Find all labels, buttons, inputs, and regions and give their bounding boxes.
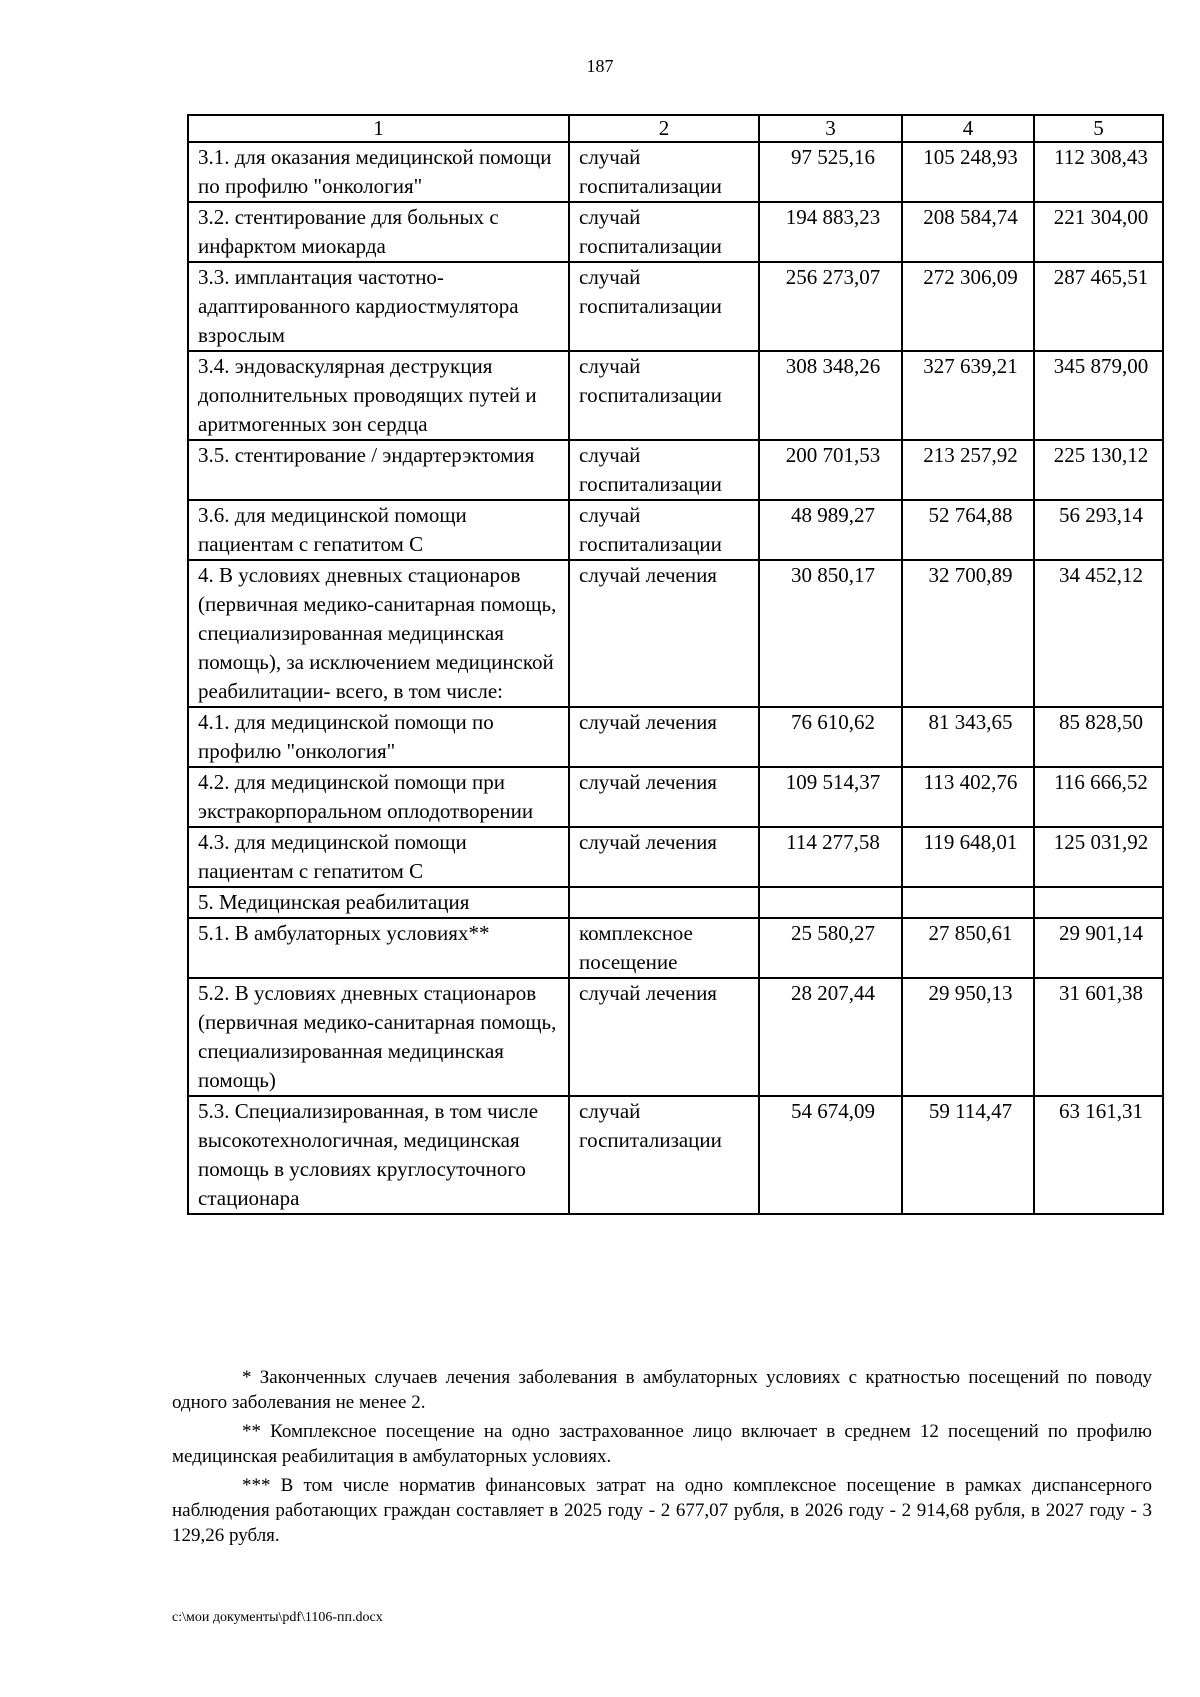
row-name-cell: 4. В условиях дневных стационаров (первичная медико-санитарная помощь, специализированная медицинская помощь), за исключением медицинской реабилитации- всего, в том числе: — [188, 560, 569, 707]
value-cell: 29 950,13 — [902, 978, 1034, 1096]
value-cell: 54 674,09 — [759, 1096, 902, 1214]
row-name-cell: 4.1. для медицинской помощи по профилю "онкология" — [188, 707, 569, 767]
row-name-cell: 5. Медицинская реабилитация — [188, 887, 569, 918]
footnote: *** В том числе норматив финансовых затрат на одно комплексное посещение в рамках диспансерного наблюдения работающих граждан составляет в 2025 году - 2 677,07 рубля, в 2026 году - 2 914,68 рубля, в 2027 году - 3 129,26 рубля. — [172, 1475, 1152, 1546]
value-cell — [902, 887, 1034, 918]
unit-cell: случай госпитализации — [569, 500, 759, 560]
row-name-cell: 3.3. имплантация частотно-адаптированного кардиостмулятора взрослым — [188, 262, 569, 351]
value-cell: 32 700,89 — [902, 560, 1034, 707]
value-cell: 28 207,44 — [759, 978, 902, 1096]
row-name-cell: 5.1. В амбулаторных условиях** — [188, 918, 569, 978]
unit-cell: случай госпитализации — [569, 351, 759, 440]
unit-cell: случай госпитализации — [569, 1096, 759, 1214]
table-row — [188, 560, 1163, 707]
value-cell: 225 130,12 — [1034, 440, 1163, 500]
unit-cell: случай лечения — [569, 560, 759, 707]
value-cell — [759, 887, 902, 918]
column-header: 1 — [188, 115, 569, 142]
table-row — [188, 918, 1163, 978]
value-cell: 76 610,62 — [759, 707, 902, 767]
value-cell: 221 304,00 — [1034, 202, 1163, 262]
footnote: * Законченных случаев лечения заболевания в амбулаторных условиях с кратностью посещений по поводу одного заболевания не менее 2. — [172, 1367, 1152, 1413]
document-file-path: c:\мои документы\pdf\1106-пп.docx — [172, 1610, 383, 1625]
value-cell: 85 828,50 — [1034, 707, 1163, 767]
row-name-cell: 3.4. эндоваскулярная деструкция дополнительных проводящих путей и аритмогенных зон сердца — [188, 351, 569, 440]
table-row — [188, 262, 1163, 351]
table-row — [188, 978, 1163, 1096]
table-row — [188, 202, 1163, 262]
column-header: 4 — [902, 115, 1034, 142]
value-cell: 113 402,76 — [902, 767, 1034, 827]
value-cell: 256 273,07 — [759, 262, 902, 351]
value-cell: 213 257,92 — [902, 440, 1034, 500]
value-cell: 25 580,27 — [759, 918, 902, 978]
unit-cell: случай госпитализации — [569, 440, 759, 500]
table-row — [188, 142, 1163, 202]
column-header: 2 — [569, 115, 759, 142]
table-row — [188, 767, 1163, 827]
row-name-cell: 4.2. для медицинской помощи при экстракорпоральном оплодотворении — [188, 767, 569, 827]
unit-cell: комплексное посещение — [569, 918, 759, 978]
cost-norms-table — [187, 114, 1164, 1215]
table-row — [188, 1096, 1163, 1214]
value-cell: 308 348,26 — [759, 351, 902, 440]
unit-cell: случай лечения — [569, 767, 759, 827]
unit-cell: случай госпитализации — [569, 262, 759, 351]
table-row — [188, 351, 1163, 440]
value-cell: 109 514,37 — [759, 767, 902, 827]
column-header: 3 — [759, 115, 902, 142]
unit-cell — [569, 887, 759, 918]
value-cell: 105 248,93 — [902, 142, 1034, 202]
column-number-row — [188, 115, 1163, 142]
value-cell — [1034, 887, 1163, 918]
value-cell: 97 525,16 — [759, 142, 902, 202]
row-name-cell: 5.3. Специализированная, в том числе высокотехнологичная, медицинская помощь в условиях круглосуточного стационара — [188, 1096, 569, 1214]
row-name-cell: 5.2. В условиях дневных стационаров (первичная медико-санитарная помощь, специализированная медицинская помощь) — [188, 978, 569, 1096]
value-cell: 56 293,14 — [1034, 500, 1163, 560]
value-cell: 116 666,52 — [1034, 767, 1163, 827]
row-name-cell: 4.3. для медицинской помощи пациентам с гепатитом С — [188, 827, 569, 887]
unit-cell: случай госпитализации — [569, 202, 759, 262]
value-cell: 81 343,65 — [902, 707, 1034, 767]
value-cell: 194 883,23 — [759, 202, 902, 262]
value-cell: 208 584,74 — [902, 202, 1034, 262]
value-cell: 63 161,31 — [1034, 1096, 1163, 1214]
value-cell: 30 850,17 — [759, 560, 902, 707]
value-cell: 27 850,61 — [902, 918, 1034, 978]
unit-cell: случай лечения — [569, 978, 759, 1096]
value-cell: 34 452,12 — [1034, 560, 1163, 707]
table-row — [188, 707, 1163, 767]
table-row — [188, 827, 1163, 887]
table-row — [188, 440, 1163, 500]
value-cell: 272 306,09 — [902, 262, 1034, 351]
value-cell: 52 764,88 — [902, 500, 1034, 560]
value-cell: 125 031,92 — [1034, 827, 1163, 887]
footnotes — [172, 1365, 1152, 1552]
value-cell: 327 639,21 — [902, 351, 1034, 440]
unit-cell: случай лечения — [569, 827, 759, 887]
value-cell: 29 901,14 — [1034, 918, 1163, 978]
table-row — [188, 887, 1163, 918]
unit-cell: случай лечения — [569, 707, 759, 767]
footnote: ** Комплексное посещение на одно застрахованное лицо включает в среднем 12 посещений по профилю медицинская реабилитация в амбулаторных условиях. — [172, 1421, 1152, 1467]
value-cell: 48 989,27 — [759, 500, 902, 560]
value-cell: 119 648,01 — [902, 827, 1034, 887]
unit-cell: случай госпитализации — [569, 142, 759, 202]
row-name-cell: 3.1. для оказания медицинской помощи по профилю "онкология" — [188, 142, 569, 202]
row-name-cell: 3.5. стентирование / эндартерэктомия — [188, 440, 569, 500]
value-cell: 287 465,51 — [1034, 262, 1163, 351]
value-cell: 59 114,47 — [902, 1096, 1034, 1214]
value-cell: 345 879,00 — [1034, 351, 1163, 440]
row-name-cell: 3.2. стентирование для больных с инфарктом миокарда — [188, 202, 569, 262]
value-cell: 200 701,53 — [759, 440, 902, 500]
row-name-cell: 3.6. для медицинской помощи пациентам с гепатитом С — [188, 500, 569, 560]
value-cell: 31 601,38 — [1034, 978, 1163, 1096]
value-cell: 114 277,58 — [759, 827, 902, 887]
table-row — [188, 500, 1163, 560]
column-header: 5 — [1034, 115, 1163, 142]
page-number: 187 — [586, 56, 614, 76]
value-cell: 112 308,43 — [1034, 142, 1163, 202]
